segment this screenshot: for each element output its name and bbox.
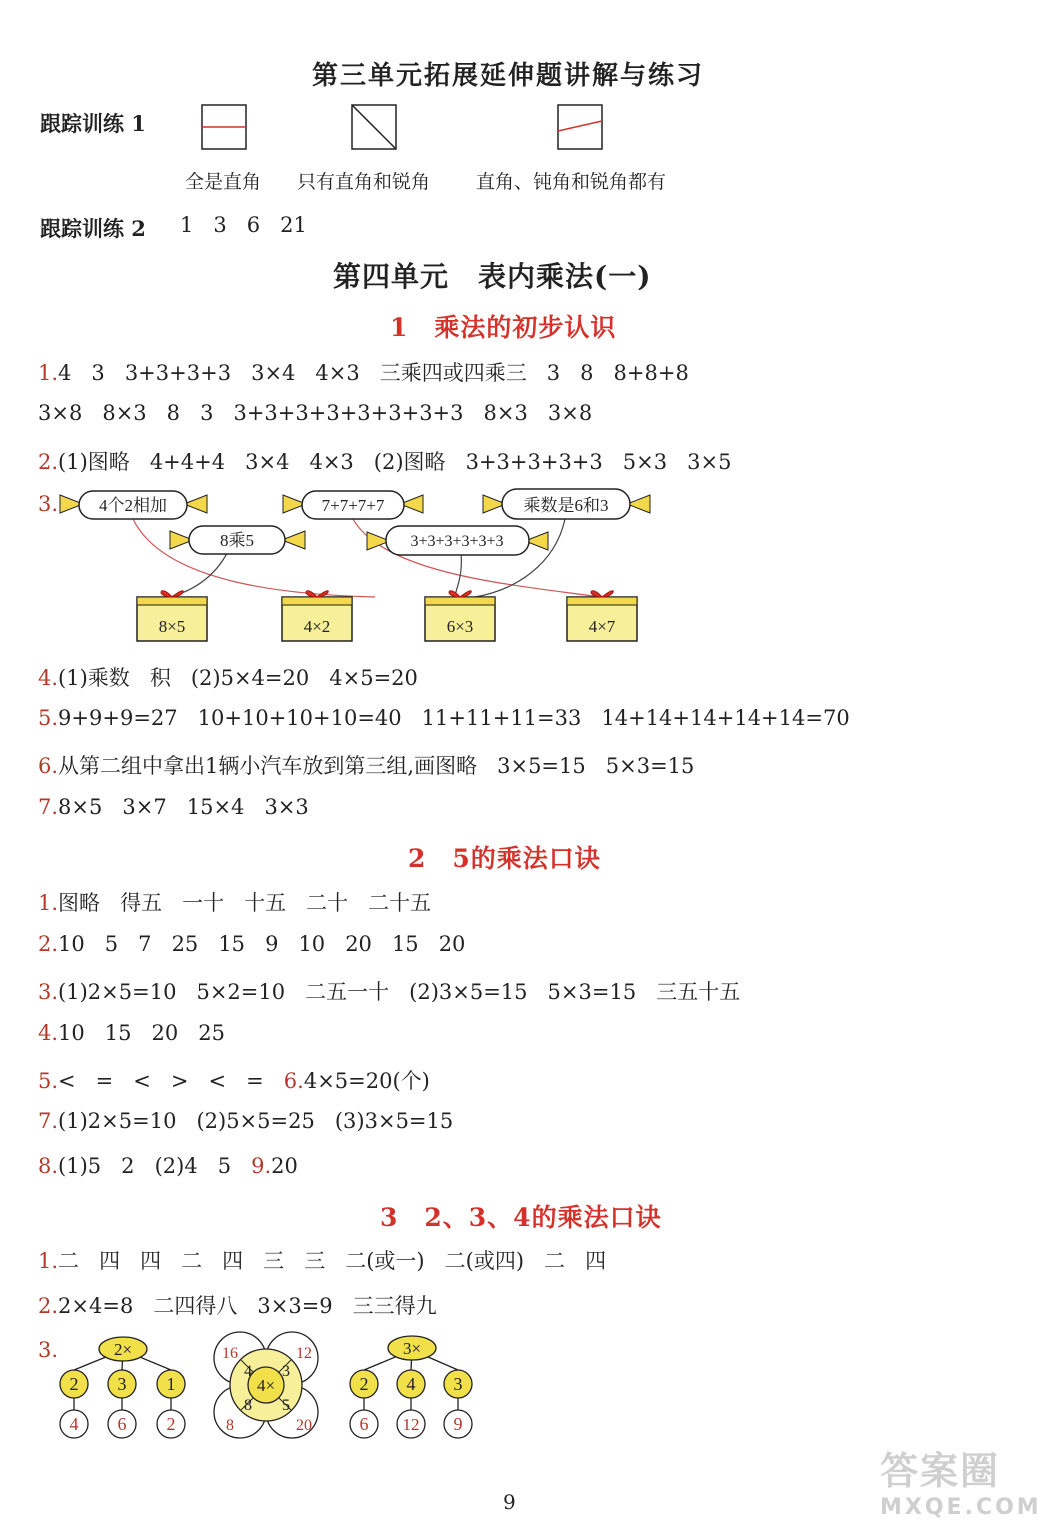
candy-4 — [170, 526, 305, 554]
s2-q3: 3.(1)2×5=10 5×2=10 二五一十 (2)3×5=15 5×3=15 三五十五 — [38, 980, 741, 1004]
gift-1 — [137, 591, 207, 641]
candy-label: 7+7+7+7 — [321, 496, 385, 515]
gift-4 — [567, 591, 637, 641]
flower-4x — [214, 1332, 318, 1438]
section-1-title: 1 乘法的初步认识 — [390, 313, 617, 342]
q-number: 1. — [38, 361, 59, 385]
watermark-logo: 答案圈 — [880, 1449, 1001, 1493]
s1-q3-number: 3. — [38, 492, 59, 516]
svg-text:6: 6 — [359, 1414, 369, 1434]
section-2-title: 2 5的乘法口诀 — [408, 844, 601, 873]
cut-line-2 — [352, 105, 396, 149]
candy-1 — [60, 491, 207, 519]
q-number: 2. — [38, 450, 59, 474]
s2-q2: 2.10 5 7 25 15 9 10 20 15 20 — [38, 932, 466, 956]
answer-text: (1)图略 4+4+4 3×4 4×3 (2)图略 3+3+3+3+3 5×3 3×5 — [58, 450, 732, 474]
gift-label: 6×3 — [446, 617, 474, 636]
svg-text:3: 3 — [117, 1374, 127, 1394]
svg-text:12: 12 — [296, 1345, 312, 1362]
angle-figures — [195, 100, 615, 155]
s3-q2: 2.2×4=8 二四得八 3×3=9 三三得九 — [38, 1294, 437, 1318]
tree-2x — [60, 1337, 185, 1438]
unit4-title: 第四单元 表内乘法(一) — [333, 260, 652, 293]
candy-label: 3+3+3+3+3+3 — [410, 533, 504, 550]
tree-3x — [350, 1336, 472, 1438]
s1-q4: 4.(1)乘数 积 (2)5×4=20 4×5=20 — [38, 666, 418, 690]
svg-text:3: 3 — [453, 1374, 463, 1394]
gift-label: 4×7 — [588, 617, 616, 636]
watermark-site: MXQE.COM — [880, 1495, 1042, 1520]
watermark — [880, 1440, 1050, 1530]
s1-q2 — [38, 446, 731, 476]
svg-text:3: 3 — [282, 1363, 290, 1380]
svg-text:20: 20 — [296, 1417, 312, 1434]
answer-text: 4 3 3+3+3+3 3×4 4×3 三乘四或四乘三 3 8 8+8+8 — [58, 361, 689, 385]
caption-3: 直角、钝角和锐角都有 — [476, 171, 667, 193]
svg-text:4: 4 — [69, 1414, 79, 1434]
svg-text:4×: 4× — [256, 1376, 276, 1395]
svg-text:2: 2 — [69, 1374, 79, 1394]
svg-text:16: 16 — [222, 1345, 238, 1362]
s1-q7: 7.8×5 3×7 15×4 3×3 — [38, 795, 309, 819]
svg-text:2×: 2× — [113, 1340, 133, 1359]
svg-text:9: 9 — [453, 1414, 463, 1434]
s3-q1: 1.二 四 四 二 四 三 三 二(或一) 二(或四) 二 四 — [38, 1249, 607, 1273]
s2-q1: 1.图略 得五 一十 十五 二十 二十五 — [38, 891, 432, 915]
square-figure-3 — [558, 105, 602, 149]
cut-line-3 — [558, 121, 602, 131]
candy-3 — [483, 489, 650, 519]
track2-values: 1 3 6 21 — [180, 213, 307, 237]
svg-text:4: 4 — [244, 1363, 252, 1380]
svg-text:8: 8 — [244, 1397, 252, 1414]
candy-5 — [367, 526, 548, 555]
svg-text:8: 8 — [226, 1417, 234, 1434]
candy-label: 4个2相加 — [99, 496, 167, 515]
candy-2 — [283, 491, 423, 519]
gift-label: 4×2 — [303, 617, 331, 636]
track2-label: 跟踪训练 2 — [40, 216, 146, 241]
s1-q1-line1 — [38, 357, 689, 387]
svg-text:3×: 3× — [402, 1339, 422, 1358]
s1-q5: 5.9+9+9=27 10+10+10+10=40 11+11+11=33 14+14+14+14+14=70 — [38, 706, 850, 730]
svg-text:1: 1 — [166, 1374, 176, 1394]
unit3-title: 第三单元拓展延伸题讲解与练习 — [312, 61, 705, 91]
section-3-title: 3 2、3、4的乘法口诀 — [380, 1203, 662, 1232]
caption-2: 只有直角和锐角 — [297, 171, 431, 193]
page-number: 9 — [503, 1490, 516, 1514]
s2-q7: 7.(1)2×5=10 (2)5×5=25 (3)3×5=15 — [38, 1109, 454, 1133]
candy-label: 8乘5 — [220, 531, 254, 550]
s3-q3-number: 3. — [38, 1338, 59, 1362]
s2-q5-q6: 5.< = < > < = 6.4×5=20(个) — [38, 1069, 430, 1093]
gift-label: 8×5 — [158, 617, 186, 636]
s1-q1-line2: 3×8 8×3 8 3 3+3+3+3+3+3+3+3 8×3 3×8 — [38, 401, 593, 425]
s2-q4: 4.10 15 20 25 — [38, 1021, 226, 1045]
svg-text:2: 2 — [166, 1414, 176, 1434]
multiplication-diagrams — [50, 1330, 500, 1445]
candy-gift-matching — [55, 485, 675, 650]
candy-label: 乘数是6和3 — [523, 496, 609, 515]
gift-3 — [425, 591, 495, 641]
s2-q8-q9: 8.(1)5 2 (2)4 5 9.20 — [38, 1154, 298, 1178]
gift-2 — [282, 591, 352, 641]
svg-text:12: 12 — [402, 1415, 420, 1434]
track1-label: 跟踪训练 1 — [40, 111, 146, 136]
svg-text:6: 6 — [117, 1414, 127, 1434]
svg-text:4: 4 — [406, 1374, 416, 1394]
svg-text:5: 5 — [282, 1397, 290, 1414]
s1-q6: 6.从第二组中拿出1辆小汽车放到第三组,画图略 3×5=15 5×3=15 — [38, 754, 695, 778]
caption-1: 全是直角 — [185, 171, 262, 193]
svg-text:2: 2 — [359, 1374, 369, 1394]
